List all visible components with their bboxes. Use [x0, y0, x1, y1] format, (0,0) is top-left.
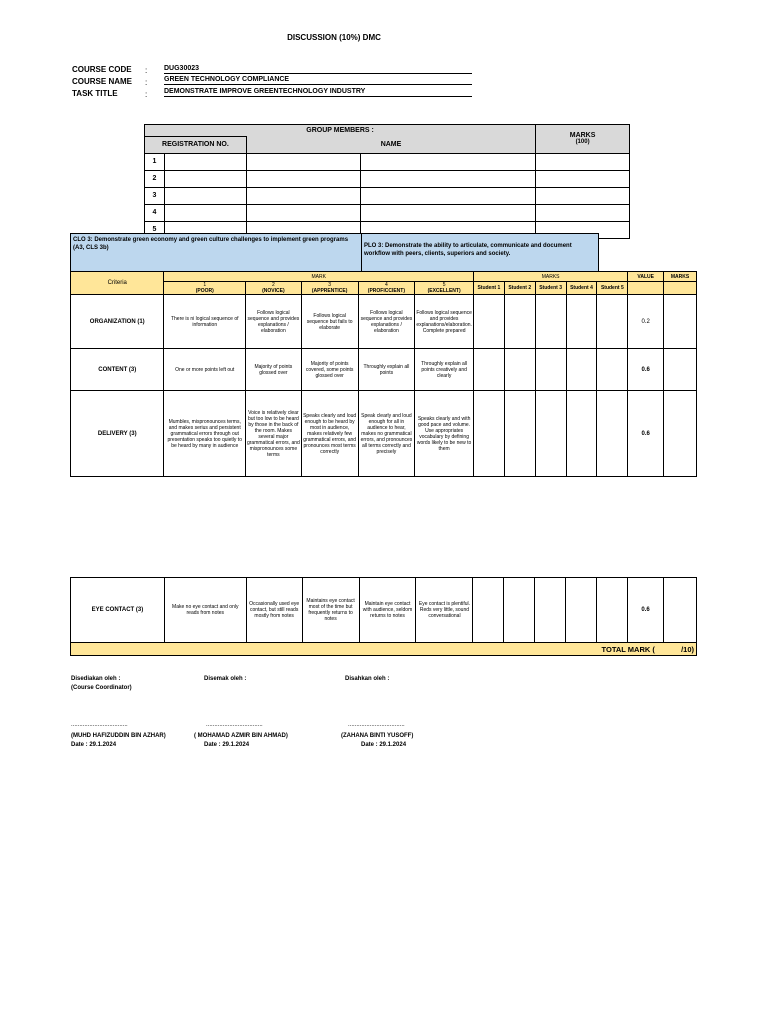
marks-header-label: MARKS	[569, 132, 596, 140]
level-description: Follows logical sequence and provides explanations / elaboration	[245, 295, 301, 349]
row-number: 4	[145, 204, 165, 221]
criterion-marks-cell[interactable]	[664, 391, 697, 477]
checked-by-label: Disemak oleh :	[204, 676, 247, 682]
reg-cell[interactable]	[164, 187, 246, 204]
reg-cell[interactable]	[164, 153, 246, 170]
student-header: Student 2	[504, 282, 535, 295]
group-members-table	[144, 124, 630, 239]
level-poor	[164, 282, 246, 295]
criterion-name: DELIVERY (3)	[71, 391, 164, 477]
student-mark-cell[interactable]	[566, 578, 597, 643]
student-mark-cell[interactable]	[535, 295, 566, 349]
course-code-colon: :	[145, 66, 148, 75]
plo-statement: PLO 3: Demonstrate the ability to articulate, communicate and document workflow with peers, clients, superiors and society.	[362, 234, 599, 279]
criterion-name: ORGANIZATION (1)	[71, 295, 164, 349]
marks-cell[interactable]	[536, 170, 630, 187]
group-row	[145, 204, 630, 221]
value-subheader	[628, 282, 664, 295]
name-header: NAME	[246, 137, 535, 154]
level-description: Speaks clearly and loud enough to be heard by most in audience, makes relatively few grammatical errors, and pronounces most terms correctly	[301, 391, 358, 477]
student-mark-cell[interactable]	[473, 295, 504, 349]
task-title-label: TASK TITLE	[72, 89, 118, 98]
level-description: Follows logical sequence and provides explanations / elaboration	[358, 295, 415, 349]
level-description: Maintains eye contact most of the time but frequently returns to notes	[302, 578, 359, 643]
total-mark-suffix: /10)	[681, 644, 694, 654]
total-mark	[71, 643, 697, 656]
marks-cell[interactable]	[536, 187, 630, 204]
student-marks-header: MARKS	[473, 272, 627, 282]
level-description: Make no eye contact and only reads from notes	[164, 578, 246, 643]
signature-line: ..................................	[348, 722, 405, 728]
criterion-value: 0.6	[628, 578, 664, 643]
name-cell[interactable]	[246, 170, 360, 187]
course-name-value: GREEN TECHNOLOGY COMPLIANCE	[164, 75, 472, 85]
clo-statement: CLO 3: Demonstrate green economy and green culture challenges to implement green programs (A3, CLS 3b)	[71, 234, 362, 279]
student-header: Student 1	[473, 282, 504, 295]
student-mark-cell[interactable]	[473, 349, 504, 391]
student-mark-cell[interactable]	[597, 578, 628, 643]
row-number: 3	[145, 187, 165, 204]
student-mark-cell[interactable]	[473, 391, 504, 477]
level-name: (PROFICCIENT)	[367, 288, 406, 294]
criterion-name: EYE CONTACT (3)	[71, 578, 165, 643]
name-cell[interactable]	[246, 187, 360, 204]
criterion-marks-cell[interactable]	[664, 349, 697, 391]
student-mark-cell[interactable]	[535, 349, 566, 391]
criterion-value: 0.2	[628, 295, 664, 349]
criterion-row	[71, 349, 697, 391]
level-description: Mumbles, mispronounces terms, and makes serius and persistent grammatical errors through out presentation speaks too quietly to be heard by many in audience	[164, 391, 246, 477]
level-apprentice	[301, 282, 358, 295]
level-novice	[245, 282, 301, 295]
student-mark-cell[interactable]	[597, 391, 628, 477]
document-title: DISCUSSION (10%) DMC	[287, 33, 381, 42]
signature-date: Date : 29.1.2024	[71, 742, 117, 748]
reg-cell[interactable]	[164, 170, 246, 187]
student-header: Student 4	[566, 282, 597, 295]
level-description: Majority of points glossed over	[245, 349, 301, 391]
marks-header	[536, 125, 630, 154]
student-mark-cell[interactable]	[504, 349, 535, 391]
student-mark-cell[interactable]	[566, 349, 597, 391]
criterion-value: 0.6	[628, 349, 664, 391]
level-description: Throughly explain all points	[358, 349, 415, 391]
student-mark-cell[interactable]	[597, 349, 628, 391]
level-description: Maintain eye contact with audience, seldom returns to notes	[359, 578, 416, 643]
row-number: 1	[145, 153, 165, 170]
level-name: (POOR)	[195, 288, 214, 294]
level-description: Majority of points covered, some points glossed over	[301, 349, 358, 391]
course-name-label: COURSE NAME	[72, 77, 133, 86]
marks-header-sub: (100)	[575, 139, 590, 146]
criterion-name: CONTENT (3)	[71, 349, 164, 391]
total-mark-label: TOTAL MARK (	[601, 644, 655, 654]
criteria-header: Criteria	[71, 272, 164, 295]
name-cell[interactable]	[246, 204, 360, 221]
criterion-row	[71, 578, 697, 643]
signature-line: ..................................	[206, 722, 263, 728]
level-description: Speak clearly and loud enough for all in audience to hear, makes no grammatical errors, and pronounces all terms correctly and precisely	[358, 391, 415, 477]
signatory-name: (MUHD HAFIZUDDIN BIN AZHAR)	[71, 733, 166, 739]
student-mark-cell[interactable]	[504, 295, 535, 349]
student-mark-cell[interactable]	[566, 295, 597, 349]
level-description: Throughly explain all points creatively and clearly	[415, 349, 474, 391]
signatory-name: (ZAHANA BINTI YUSOFF)	[341, 733, 414, 739]
criterion-row	[71, 391, 697, 477]
criterion-value: 0.6	[628, 391, 664, 477]
level-description: Speaks clearly and with good pace and volume. Use appropriates vocabulary by defining words likely to be new to them	[415, 391, 474, 477]
group-row	[145, 153, 630, 170]
signature-date: Date : 29.1.2024	[361, 742, 407, 748]
course-code-label: COURSE CODE	[72, 65, 132, 74]
name-cell[interactable]	[360, 187, 536, 204]
student-mark-cell[interactable]	[473, 578, 504, 643]
student-mark-cell[interactable]	[535, 391, 566, 477]
approved-by-label: Disahkan oleh :	[345, 676, 390, 682]
level-number: 1	[203, 282, 207, 288]
rubric-table-continued	[70, 577, 697, 656]
level-number: 3	[328, 282, 332, 288]
level-description: Follows logical sequence but fails to elaborate	[301, 295, 358, 349]
level-name: (APPRENTICE)	[311, 288, 348, 294]
task-title-colon: :	[145, 90, 148, 99]
level-description: Occasionally used eye contact, but still reads mostly from notes	[246, 578, 302, 643]
level-description: Eye contact is plentiful. Reds very little, sound conversational	[416, 578, 473, 643]
row-number: 2	[145, 170, 165, 187]
student-mark-cell[interactable]	[504, 391, 535, 477]
level-number: 5	[442, 282, 446, 288]
level-description: Follows logical sequence and provides explanations/elaboration. Complete prepared	[415, 295, 474, 349]
task-title-value: DEMONSTRATE IMPROVE GREENTECHNOLOGY INDUSTRY	[164, 87, 472, 97]
total-row	[71, 643, 697, 656]
level-name: (NOVICE)	[262, 288, 285, 294]
student-mark-cell[interactable]	[566, 391, 597, 477]
signature-line: ..................................	[71, 722, 128, 728]
level-description: There is ni logical sequence of information	[164, 295, 246, 349]
prepared-by-role: (Course Coordinator)	[71, 685, 132, 691]
marks-subheader	[664, 282, 697, 295]
student-mark-cell[interactable]	[504, 578, 535, 643]
criterion-marks-cell[interactable]	[664, 295, 697, 349]
student-header: Student 3	[535, 282, 566, 295]
name-cell[interactable]	[246, 153, 360, 170]
signature-date: Date : 29.1.2024	[204, 742, 250, 748]
level-number: 2	[271, 282, 275, 288]
level-description: One or more points left out	[164, 349, 246, 391]
name-cell[interactable]	[360, 204, 536, 221]
rubric-table	[70, 271, 697, 477]
mark-header: MARK	[164, 272, 473, 282]
group-row	[145, 187, 630, 204]
level-description: Voice is relatively clear but too low to be heard by those in the back of the room. Makes several major grammatical errors, and mispronounces some terms	[245, 391, 301, 477]
signatory-name: ( MOHAMAD AZMIR BIN AHMAD)	[194, 733, 288, 739]
level-proficient	[358, 282, 415, 295]
student-header: Student 5	[597, 282, 628, 295]
course-code-value: DUG30023	[164, 64, 472, 74]
reg-cell[interactable]	[164, 204, 246, 221]
student-mark-cell[interactable]	[535, 578, 566, 643]
prepared-by-label: Disediakan oleh :	[71, 676, 121, 682]
group-row	[145, 170, 630, 187]
level-excellent	[415, 282, 474, 295]
marks-cell[interactable]	[536, 153, 630, 170]
level-name: (EXCELLENT)	[427, 288, 461, 294]
criterion-marks-cell[interactable]	[663, 578, 696, 643]
student-mark-cell[interactable]	[597, 295, 628, 349]
course-name-colon: :	[145, 78, 148, 87]
marks-col-header: MARKS	[664, 272, 697, 282]
group-members-header: GROUP MEMBERS :	[145, 125, 536, 137]
registration-header: REGISTRATION NO.	[145, 137, 247, 154]
name-cell[interactable]	[360, 170, 536, 187]
criterion-row	[71, 295, 697, 349]
marks-cell[interactable]	[536, 204, 630, 221]
row-number: 5	[145, 221, 165, 238]
level-number: 4	[385, 282, 388, 288]
name-cell[interactable]	[360, 153, 536, 170]
value-header: VALUE	[628, 272, 664, 282]
